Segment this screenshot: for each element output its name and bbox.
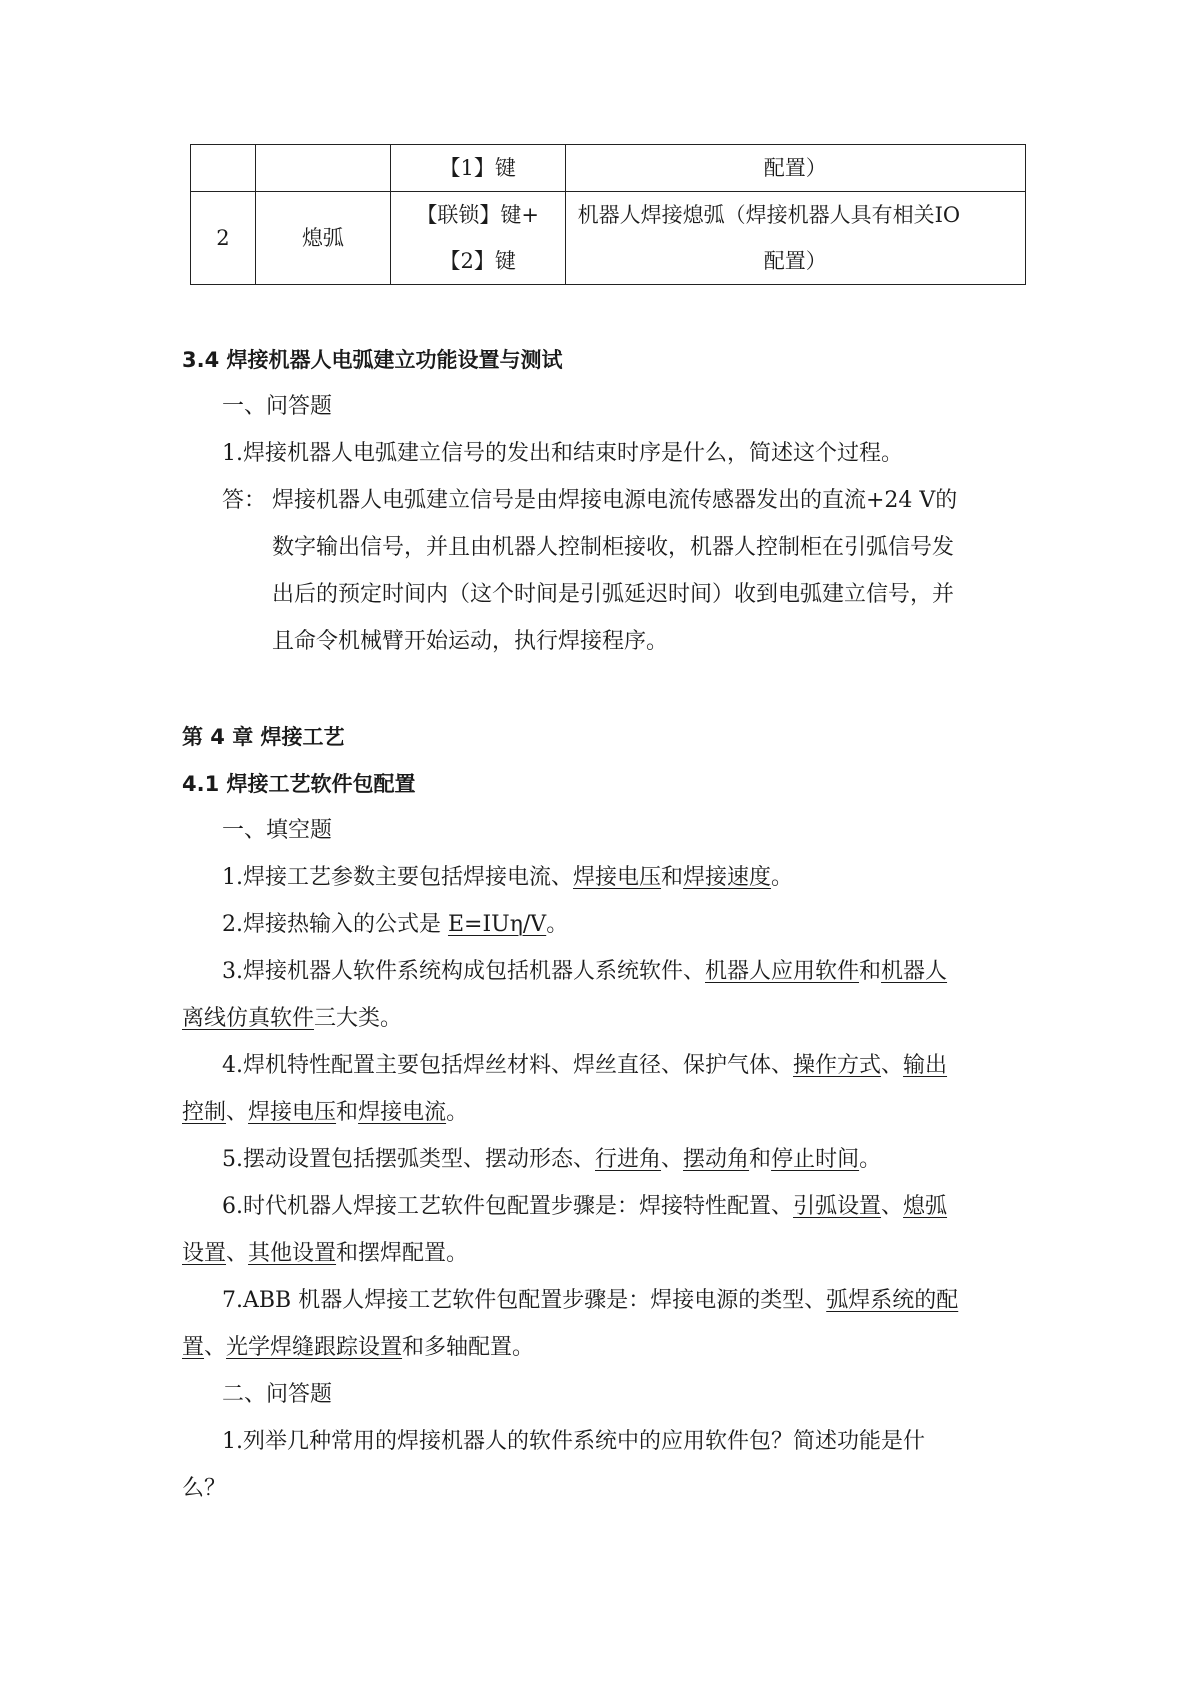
text: 1.焊接工艺参数主要包括焊接电流、 xyxy=(222,865,573,890)
answer-line: 且命令机械臂开始运动，执行焊接程序。 xyxy=(272,629,669,654)
desc-line: 配置） xyxy=(763,249,827,273)
text: 和摆焊配置。 xyxy=(336,1241,469,1266)
text: 。 xyxy=(771,865,794,890)
answer-blank: 焊接电压 xyxy=(573,865,662,890)
text: 3.焊接机器人软件系统构成包括机器人系统软件、 xyxy=(222,959,705,984)
table-cell-no: 2 xyxy=(191,192,256,285)
fill-question-cont xyxy=(182,1098,468,1128)
answer-blank: 输出 xyxy=(903,1053,948,1078)
text: 三大类。 xyxy=(314,1006,403,1031)
text: 、 xyxy=(661,1147,684,1172)
chapter-heading: 第 4 章 焊接工艺 xyxy=(182,725,345,749)
text: 。 xyxy=(859,1147,882,1172)
fill-question xyxy=(222,1145,881,1175)
table-cell-desc xyxy=(565,192,1025,285)
answer-blank: 行进角 xyxy=(595,1147,662,1172)
question-type-title: 二、问答题 xyxy=(222,1382,333,1407)
section-heading: 3.4 焊接机器人电弧建立功能设置与测试 xyxy=(182,348,563,372)
text: 和 xyxy=(661,865,684,890)
text: 和多轴配置。 xyxy=(402,1335,535,1360)
key-function-table xyxy=(190,144,1026,285)
question-cont: 么？ xyxy=(182,1476,227,1501)
text: 4.焊机特性配置主要包括焊丝材料、焊丝直径、保护气体、 xyxy=(222,1053,793,1078)
answer-blank: 焊接电流 xyxy=(358,1100,447,1125)
answer-blank: 置 xyxy=(182,1335,205,1360)
answer-blank: 光学焊缝跟踪设置 xyxy=(226,1335,403,1360)
answer-blank: 焊接速度 xyxy=(683,865,772,890)
text: 、 xyxy=(226,1241,249,1266)
table-row xyxy=(191,192,1026,285)
answer-blank: 离线仿真软件 xyxy=(182,1006,315,1031)
text: 7.ABB 机器人焊接工艺软件包配置步骤是：焊接电源的类型、 xyxy=(222,1288,827,1313)
fill-question xyxy=(222,1051,947,1081)
answer-blank: 机器人应用软件 xyxy=(705,959,860,984)
answer-blank: 引弧设置 xyxy=(793,1194,882,1219)
answer-blank: 摆动角 xyxy=(683,1147,750,1172)
text: 6.时代机器人焊接工艺软件包配置步骤是：焊接特性配置、 xyxy=(222,1194,793,1219)
table-cell-name: 熄弧 xyxy=(255,192,390,285)
table-cell-key: 【1】键 xyxy=(390,145,565,192)
question-type-title: 一、填空题 xyxy=(222,818,333,843)
text: 、 xyxy=(881,1194,904,1219)
fill-question-cont xyxy=(182,1333,534,1363)
text: 和 xyxy=(749,1147,772,1172)
answer-blank: 控制 xyxy=(182,1100,227,1125)
question: 1.焊接机器人电弧建立信号的发出和结束时序是什么，简述这个过程。 xyxy=(222,441,903,466)
table-cell-key xyxy=(390,192,565,285)
key-line: 【2】键 xyxy=(439,249,516,273)
desc-line: 机器人焊接熄弧（焊接机器人具有相关IO xyxy=(577,203,961,227)
fill-question xyxy=(222,863,793,893)
question-type-title: 一、问答题 xyxy=(222,394,333,419)
text: 和 xyxy=(859,959,882,984)
fill-question xyxy=(222,1192,947,1222)
text: 。 xyxy=(546,912,569,937)
fill-question-cont xyxy=(182,1004,402,1034)
text: 。 xyxy=(446,1100,469,1125)
answer-blank: 机器人 xyxy=(881,959,948,984)
table-row xyxy=(191,145,1026,192)
answer-line: 出后的预定时间内（这个时间是引弧延迟时间）收到电弧建立信号，并 xyxy=(272,582,955,607)
fill-question-cont xyxy=(182,1239,468,1269)
answer-blank: 焊接电压 xyxy=(248,1100,337,1125)
table-cell-desc: 配置） xyxy=(565,145,1025,192)
text: 2.焊接热输入的公式是 xyxy=(222,912,448,937)
answer-blank: 熄弧 xyxy=(903,1194,948,1219)
question: 1.列举几种常用的焊接机器人的软件系统中的应用软件包？简述功能是什 xyxy=(222,1429,925,1454)
fill-question xyxy=(222,910,568,940)
key-line: 【联锁】键+ xyxy=(416,203,539,227)
answer-blank: 停止时间 xyxy=(771,1147,860,1172)
answer-blank: 操作方式 xyxy=(793,1053,882,1078)
answer-label: 答： xyxy=(222,488,267,513)
text: 和 xyxy=(336,1100,359,1125)
fill-question xyxy=(222,1286,958,1316)
answer-line: 焊接机器人电弧建立信号是由焊接电源电流传感器发出的直流+24 V的 xyxy=(272,488,958,513)
fill-question xyxy=(222,957,947,987)
answer-blank: E=IUη/V xyxy=(447,912,547,937)
answer-blank: 设置 xyxy=(182,1241,227,1266)
section-heading: 4.1 焊接工艺软件包配置 xyxy=(182,772,416,796)
text: 、 xyxy=(226,1100,249,1125)
table-cell xyxy=(191,145,256,192)
text: 、 xyxy=(881,1053,904,1078)
text: 5.摆动设置包括摆弧类型、摆动形态、 xyxy=(222,1147,595,1172)
answer-blank: 其他设置 xyxy=(248,1241,337,1266)
text: 、 xyxy=(204,1335,227,1360)
answer-line: 数字输出信号，并且由机器人控制柜接收，机器人控制柜在引弧信号发 xyxy=(272,535,955,560)
answer-blank: 弧焊系统的配 xyxy=(826,1288,959,1313)
table-cell xyxy=(255,145,390,192)
